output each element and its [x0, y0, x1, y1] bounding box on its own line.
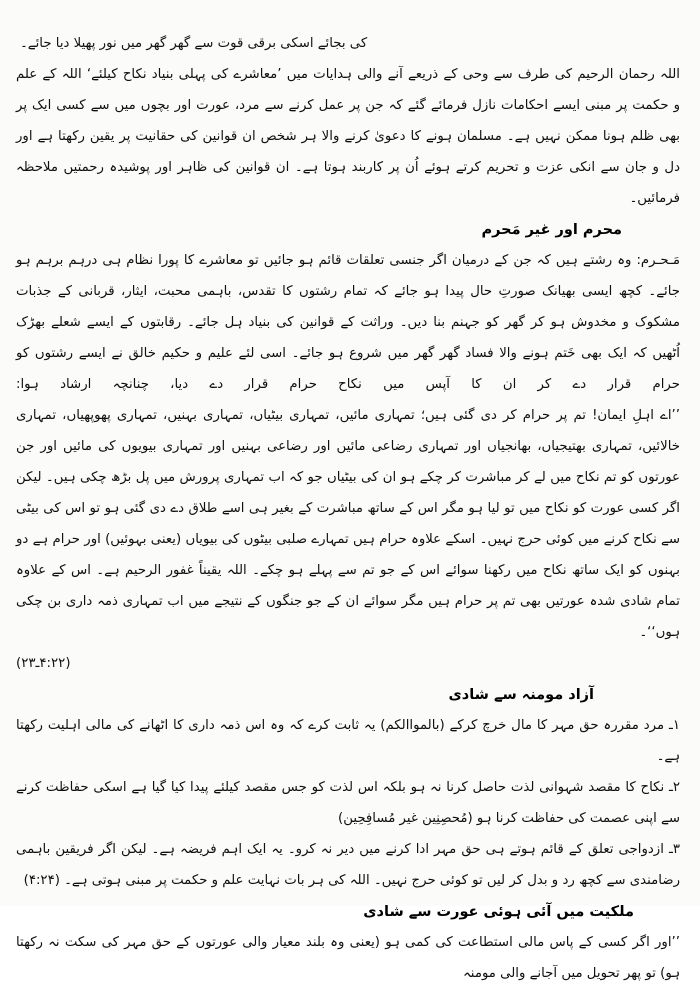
intro-paragraph: اللہ رحمان الرحیم کی طرف سے وحی کے ذریعے آنے والی ہدایات میں ’معاشرے کی پہلی بنیاد نکاح کیلئے‘ اللہ کے علم و حکمت پر مبنی ایسے احکامات نازل فرمائے گئے کہ جن پر عمل کرنے سے مرد، عورت اور بچوں میں سے کسی ایک پر بھی ظلم ہونا ممکن نہیں ہے۔ مسلمان ہونے کا دعویٰ کرنے والا ہر شخص ان قوانین کی حقانیت پر یقین رکھتا ہے اور دل و جان سے انکی عزت و تحریم کرتے ہوئے اُن پر کاربند ہوتا ہے۔ ان قوانین کی ظاہر اور پوشیدہ رحمتیں ملاحظہ فرمائیں۔	[16, 67, 680, 206]
list-item: ۲ـ نکاح کا مقصد شہوانی لذت حاصل کرنا نہ ہو بلکہ اس لذت کو جس مقصد کیلئے پیدا کیا گیا ہے اسکی حفاظت کرنے سے اپنی عصمت کی حفاظت کرنا ہو (مُحصِنِین غیر مُسافِحِین)	[16, 780, 680, 826]
marriage-conditions-list	[16, 710, 680, 896]
section-heading-azad-momina: آزاد مومنہ سے شادی	[448, 687, 594, 703]
section-1-paragraph: مَـحـرم: وہ رشتے ہیں کہ جن کے درمیان اگر جنسی تعلقات قائم ہو جائیں تو معاشرے کا پورا نظام ہی درہم برہم ہو جائے۔ کچھ ایسی بھیانک صورتِ حال پیدا ہو جائے کہ تمام رشتوں کا تقدس، باہمی محبت، ایثار، قربانی کے جذبات مشکوک و مخدوش ہو کر گھر کو جہنم بنا دیں۔ وراثت کے قوانین کی بنیاد ہل جائے۔ رقابتوں کے ایسے شعلے بھڑک اُٹھیں کہ ایک بھی خَتم ہونے والا فساد گھر گھر میں شروع ہو جائے۔ اسی لئے علیم و حکیم خالق نے ایسے رشتوں کو حرام قرار دے کر ان کا آپس میں نکاح حرام قرار دے دیا، چنانچہ ارشاد ہوا:	[16, 253, 680, 392]
section-heading-milkiyat: ملکیت میں آئی ہوئی عورت سے شادی	[363, 904, 634, 920]
section-heading-mahram: محرم اور غیر مَحرم	[481, 222, 622, 238]
quran-quote-nisa-22-23: ’’اے اہلِ ایمان! تم پر حرام کر دی گئی ہیں؛ تمہاری مائیں، تمہاری بیٹیاں، تمہاری بہنیں، تمہاری پھوپھیاں، تمہاری خالائیں، تمہاری بھتیجیاں، بھانجیاں اور تمہاری رضاعی مائیں اور رضاعی بہنیں اور تمہاری بیویوں کی مائیں اور جن عورتوں کو تم نکاح میں لے کر مباشرت کر چکے ہو ان کی بیٹیاں جو کہ اب تمہاری پرورش میں پل بڑھ چکی ہیں۔ لیکن اگر کسی عورت کو نکاح میں تو لیا ہو مگر اس کے ساتھ مباشرت کے بغیر ہی اسے طلاق دے دی گئی ہو تو اس کی بیٹی سے نکاح کرنے میں کوئی حرج نہیں۔ اسکے علاوہ حرام ہیں تمہارے صلبی بیٹوں کی بیویاں (یعنی بہوئیں) اور حرام ہے دو بہنوں کو ایک ساتھ نکاح میں رکھنا سوائے اس کے جو تم سے پہلے ہو چکے۔ اللہ یقیناً غفور الرحیم ہے۔ اس کے علاوہ تمام شادی شدہ عورتیں بھی تم پر حرام ہیں مگر سوائے ان کے جو جنگوں کے نتیجے میں اب تمہاری ذمہ داری بن چکی ہوں‘‘۔	[16, 408, 680, 640]
list-item: ۱ـ مرد مقررہ حق مہر کا مال خرچ کرکے (بالمواالکم) یہ ثابت کرے کہ وہ اس ذمہ داری کا اٹھانے کی مالی اہلیت رکھتا ہے۔	[16, 718, 680, 764]
continuation-line: کی بجائے اسکی برقی قوت سے گھر گھر میں نور پھیلا دیا جائے۔	[20, 36, 368, 51]
quran-quote-milkiyat: ’’اور اگر کسی کے پاس مالی استطاعت کی کمی ہو (یعنی وہ بلند معیار والی عورتوں کے حق مہر کی سکت نہ رکھتا ہو) تو پھر تحویل میں آجانے والی مومنہ	[16, 935, 680, 981]
quran-citation-nisa-22-23: (۴:۲۲ـ۲۳)	[16, 656, 71, 671]
document-content	[16, 28, 680, 989]
list-item: ۳ـ ازدواجی تعلق کے قائم ہوتے ہی حق مہر ادا کرنے میں دیر نہ کرو۔ یہ ایک اہم فریضہ ہے۔ لیکن اگر فریقین باہمی رضامندی سے کچھ رد و بدل کر لیں تو کوئی حرج نہیں۔ اللہ کی ہر بات نہایت علم و حکمت پر مبنی ہوتی ہے۔ (۴:۲۴)	[16, 842, 680, 888]
